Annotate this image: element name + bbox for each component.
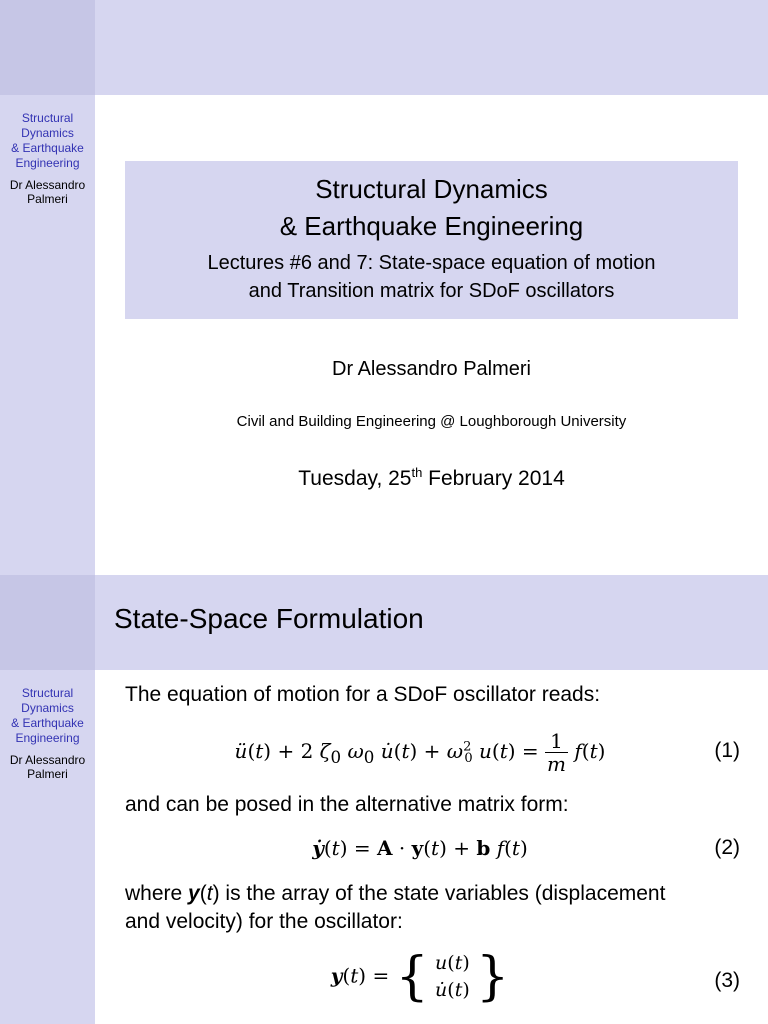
equation-2-number: (2) <box>714 836 740 859</box>
where-prefix: where <box>125 882 189 905</box>
equation-1: ü(t) + 2 $\zeta_0$ $\omega_0$ u̇(t) + $\omega^2_0$ u(t) = $\frac{1}{m}$ f(t) <box>234 729 606 776</box>
equation-3: y(t) = { u(t) u̇(t) } <box>330 947 510 1007</box>
author-name: Dr Alessandro Palmeri <box>332 358 531 380</box>
presentation-title <box>125 171 738 245</box>
institute: Civil and Building Engineering @ Loughborough University <box>236 413 627 430</box>
header-bar <box>0 0 768 95</box>
date-suffix: February 2014 <box>422 467 565 490</box>
where-suffix: is the array of the state variables (displacement <box>219 882 666 905</box>
sidebar-course-title[interactable]: Structural Dynamics & Earthquake Engineering <box>11 686 84 745</box>
where-line-2: and velocity) for the oscillator: <box>125 910 403 933</box>
sidebar-course-title[interactable]: Structural Dynamics & Earthquake Engineering <box>11 111 84 170</box>
header-bar <box>0 575 768 670</box>
equation-2: ẏ(t) = A · y(t) + b f(t) <box>312 836 528 860</box>
fraction-1-over-m: $\frac{1}{m}$ <box>547 729 567 776</box>
between-text: and can be posed in the alternative matrix form: <box>125 793 569 816</box>
presentation-date <box>95 465 768 491</box>
header-corner <box>0 0 95 95</box>
intro-text: The equation of motion for a SDoF oscillator reads: <box>125 683 601 706</box>
state-vector: u(t) u̇(t) <box>435 952 470 1001</box>
subtitle-line-1: Lectures #6 and 7: State-space equation of motion <box>207 252 656 274</box>
sidebar-author: Dr Alessandro Palmeri <box>9 178 86 206</box>
sidebar-author: Dr Alessandro Palmeri <box>9 753 86 781</box>
frame-title: State-Space Formulation <box>114 603 424 634</box>
title-line-1: Structural Dynamics <box>315 174 548 204</box>
left-brace: { <box>395 947 429 1007</box>
presentation-subtitle <box>125 249 738 305</box>
state-space-slide <box>0 575 768 1024</box>
where-text: where y(t) is the array of the state variables (displacement and velocity) for the oscillator: <box>125 882 666 933</box>
subtitle-line-2: and Transition matrix for SDoF oscillators <box>248 280 615 302</box>
header-corner <box>0 575 95 670</box>
sidebar <box>0 95 95 575</box>
date-prefix: Tuesday, 25 <box>298 467 412 490</box>
title-line-2: & Earthquake Engineering <box>279 211 584 241</box>
equation-3-number: (3) <box>714 969 740 992</box>
title-box <box>125 161 738 319</box>
date-superscript: th <box>411 465 423 480</box>
sidebar <box>0 670 95 1024</box>
title-content <box>95 95 768 575</box>
equation-1-number: (1) <box>714 739 740 762</box>
right-brace: } <box>476 947 510 1007</box>
